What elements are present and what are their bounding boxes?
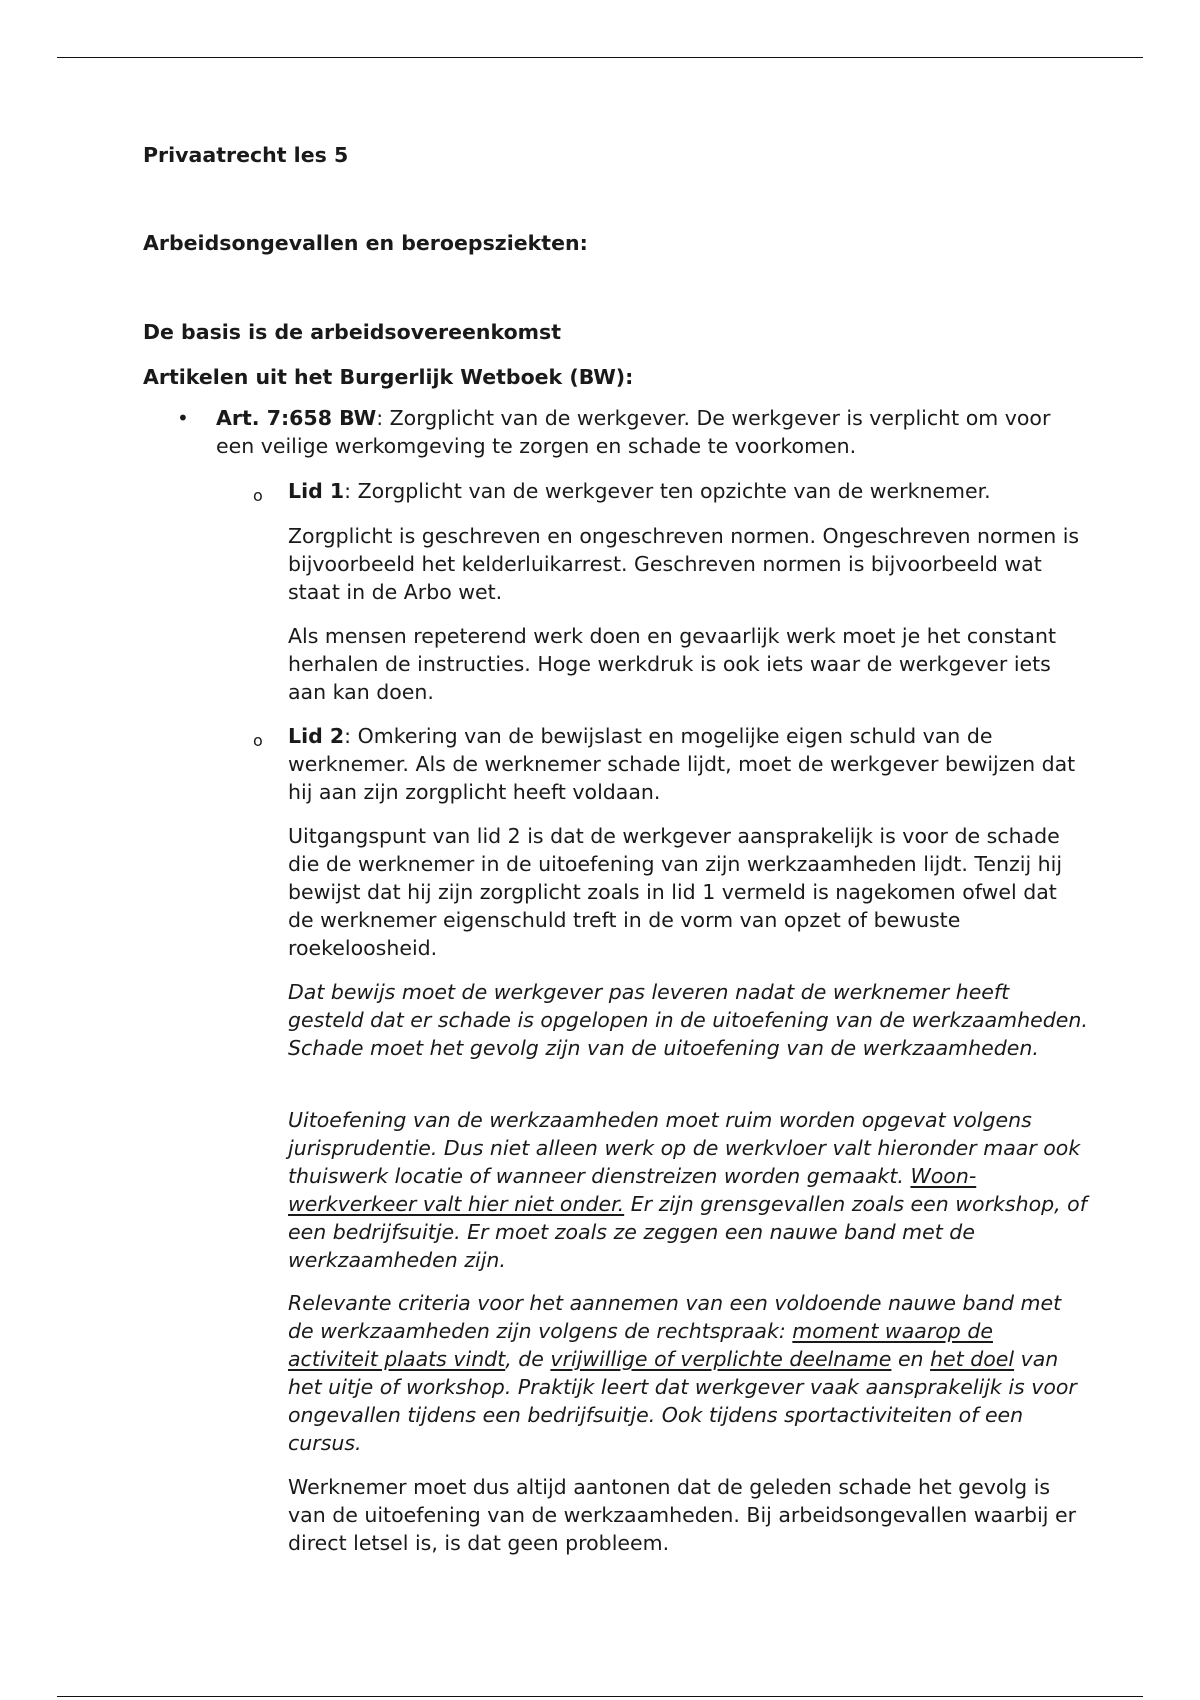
sub-bullet-marker: o <box>253 486 263 505</box>
p3-text-a: Uitoefening van de werkzaamheden moet ruim worden opgevat volgens jurisprudentie. Dus niet alleen werk op de werkvloer valt hieronder maar ook thuiswerk locatie of wanneer dienstreizen worden gemaakt. <box>288 1108 1081 1188</box>
lid-1-label: Lid 1 <box>288 479 345 503</box>
lid-2-paragraph-2: Dat bewijs moet de werkgever pas leveren nadat de werknemer heeft gesteld dat er schade is opgelopen in de uitoefening van de werkzaamheden. Schade moet het gevolg zijn van de uitoefening van de werkzaamheden. <box>288 980 1088 1060</box>
footer-rule <box>57 1696 1143 1697</box>
p4-underlined-2: vrijwillige of verplichte deelname <box>550 1347 892 1371</box>
p4-text-b: , de <box>505 1347 551 1371</box>
lid-2-paragraph-4 <box>288 1289 1088 1457</box>
lid-2-text: : Omkering van de bewijslast en mogelijke eigen schuld van de werknemer. Als de werknemer schade lijdt, moet de werkgever bewijzen dat hij aan zijn zorgplicht heeft voldaan. <box>288 724 1076 804</box>
section-heading: Arbeidsongevallen en beroepsziekten: <box>143 231 588 255</box>
articles-heading: Artikelen uit het Burgerlijk Wetboek (BW): <box>143 365 634 389</box>
lid-2-paragraph-1: Uitgangspunt van lid 2 is dat de werkgever aansprakelijk is voor de schade die de werknemer in de uitoefening van zijn werkzaamheden lijdt. Tenzij hij bewijst dat hij zijn zorgplicht zoals in lid 1 vermeld is nagekomen ofwel dat de werknemer eigenschuld treft in de vorm van opzet of bewuste roekeloosheid. <box>288 824 1063 960</box>
p4-text-d: van het uitje of workshop. Praktijk leert dat werkgever vaak aansprakelijk is voor ongevallen tijdens een bedrijfsuitje. Ook tijdens sportactiviteiten of een cursus. <box>288 1347 1077 1455</box>
document-title: Privaatrecht les 5 <box>143 143 349 167</box>
p4-underlined-1: moment waarop de activiteit plaats vindt <box>288 1319 993 1371</box>
p4-underlined-3: het doel <box>930 1347 1015 1371</box>
lid-2-label: Lid 2 <box>288 724 345 748</box>
header-rule <box>57 57 1143 58</box>
basis-heading: De basis is de arbeidsovereenkomst <box>143 320 562 344</box>
p3-underlined: Woon- werkverkeer valt hier niet onder. <box>288 1164 977 1216</box>
lid-1-item <box>288 477 1088 505</box>
lid-2-paragraph-3 <box>288 1106 1088 1274</box>
article-label: Art. 7:658 BW <box>216 406 377 430</box>
lid-2-item <box>288 722 1088 806</box>
lid-1-text: : Zorgplicht van de werkgever ten opzichte van de werknemer. <box>344 479 991 503</box>
p4-text-c: en <box>891 1347 931 1371</box>
article-description: : Zorgplicht van de werkgever. De werkgever is verplicht om voor een veilige werkomgeving te zorgen en schade te voorkomen. <box>216 406 1051 458</box>
p3-text-b: Er zijn grensgevallen zoals een workshop, of een bedrijfsuitje. Er moet zoals ze zeggen een nauwe band met de werkzaamheden zijn. <box>288 1192 1087 1272</box>
bullet-marker: • <box>177 406 189 430</box>
bullet-text <box>216 404 1076 460</box>
lid-1-paragraph-1: Zorgplicht is geschreven en ongeschreven normen. Ongeschreven normen is bijvoorbeeld het kelderluikarrest. Geschreven normen is bijvoorbeeld wat staat in de Arbo wet. <box>288 524 1080 604</box>
lid-1-paragraph-2: Als mensen repeterend werk doen en gevaarlijk werk moet je het constant herhalen de instructies. Hoge werkdruk is ook iets waar de werkgever iets aan kan doen. <box>288 624 1057 704</box>
lid-2-paragraph-5: Werknemer moet dus altijd aantonen dat de geleden schade het gevolg is van de uitoefening van de werkzaamheden. Bij arbeidsongevallen waarbij er direct letsel is, is dat geen probleem. <box>288 1475 1077 1555</box>
sub-bullet-marker: o <box>253 731 263 750</box>
p4-text-a: Relevante criteria voor het aannemen van een voldoende nauwe band met de werkzaamheden zijn volgens de rechtspraak: <box>288 1291 1062 1343</box>
